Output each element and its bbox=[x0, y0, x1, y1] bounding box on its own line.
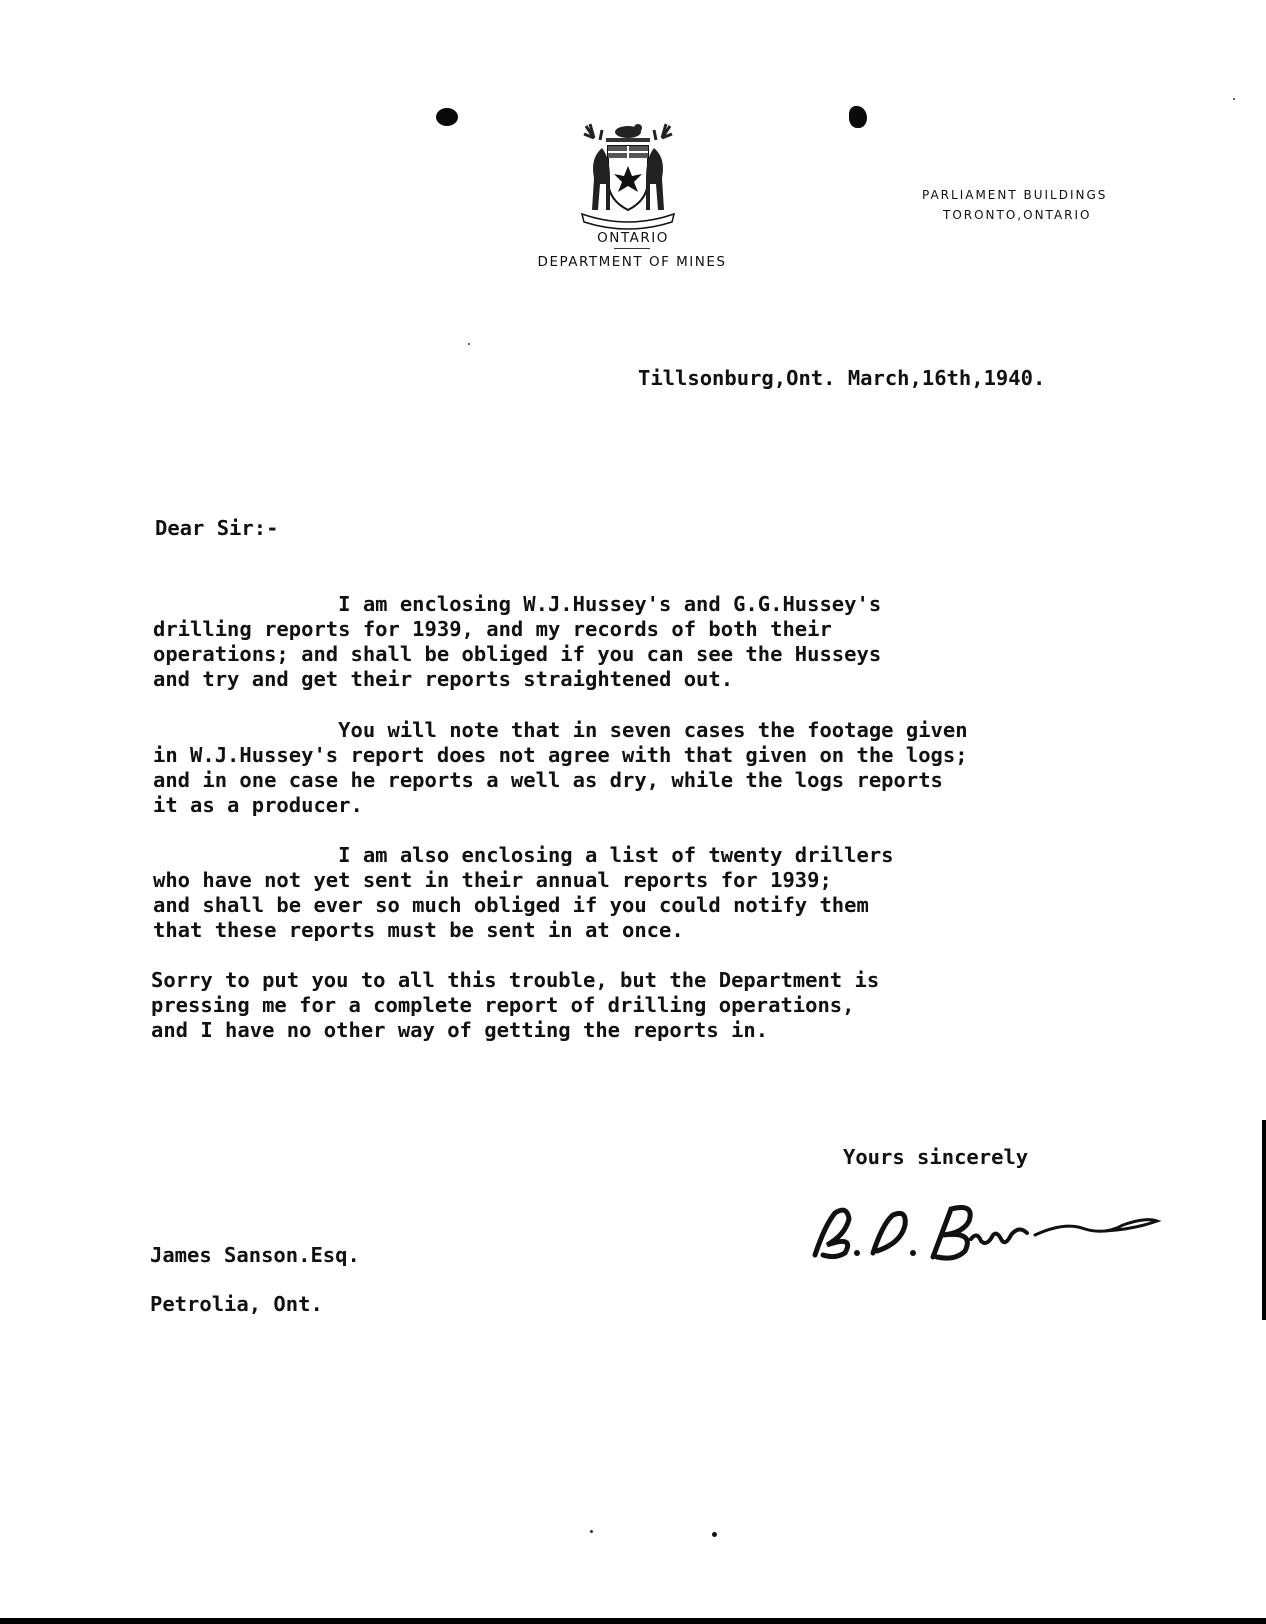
province-name: ONTARIO bbox=[597, 230, 669, 246]
dateline: Tillsonburg,Ont. March,16th,1940. bbox=[638, 366, 1046, 390]
body-paragraph-3: I am also enclosing a list of twenty drillers who have not yet sent in their annual reports for 1939; and shall be ever so much obliged if you could notify them that these reports must be sent in at once. bbox=[153, 843, 894, 942]
ink-blot-left bbox=[436, 108, 458, 126]
closing: Yours sincerely bbox=[843, 1145, 1029, 1169]
department-name: DEPARTMENT OF MINES bbox=[537, 254, 727, 270]
recipient-location: Petrolia, Ont. bbox=[150, 1292, 323, 1316]
scan-edge-right bbox=[1262, 1120, 1266, 1320]
paper-speck bbox=[468, 343, 470, 345]
letterhead-divider bbox=[614, 248, 650, 249]
scan-edge-bottom bbox=[0, 1618, 1266, 1624]
body-paragraph-4: Sorry to put you to all this trouble, but the Department is pressing me for a complete report of drilling operations, and I have no other way of getting the reports in. bbox=[151, 968, 880, 1042]
address-line-2: TORONTO,ONTARIO bbox=[943, 208, 1092, 222]
address-line-1: PARLIAMENT BUILDINGS bbox=[922, 188, 1108, 202]
body-paragraph-2: You will note that in seven cases the footage given in W.J.Hussey's report does not agree with that given on the logs; and in one case he reports a well as dry, while the logs reports it as a producer. bbox=[153, 718, 968, 817]
paper-speck bbox=[1233, 98, 1235, 100]
recipient-name: James Sanson.Esq. bbox=[150, 1243, 360, 1267]
salutation: Dear Sir:- bbox=[155, 516, 279, 540]
handwritten-signature bbox=[805, 1195, 1185, 1265]
paper-speck bbox=[590, 1530, 593, 1533]
ontario-crest-icon bbox=[572, 118, 684, 230]
ink-blot-right bbox=[849, 106, 867, 128]
body-paragraph-1: I am enclosing W.J.Hussey's and G.G.Hussey's drilling reports for 1939, and my records of both their operations; and shall be obliged if you can see the Husseys and try and get their reports straightened out. bbox=[153, 592, 882, 691]
paper-speck bbox=[712, 1532, 717, 1537]
